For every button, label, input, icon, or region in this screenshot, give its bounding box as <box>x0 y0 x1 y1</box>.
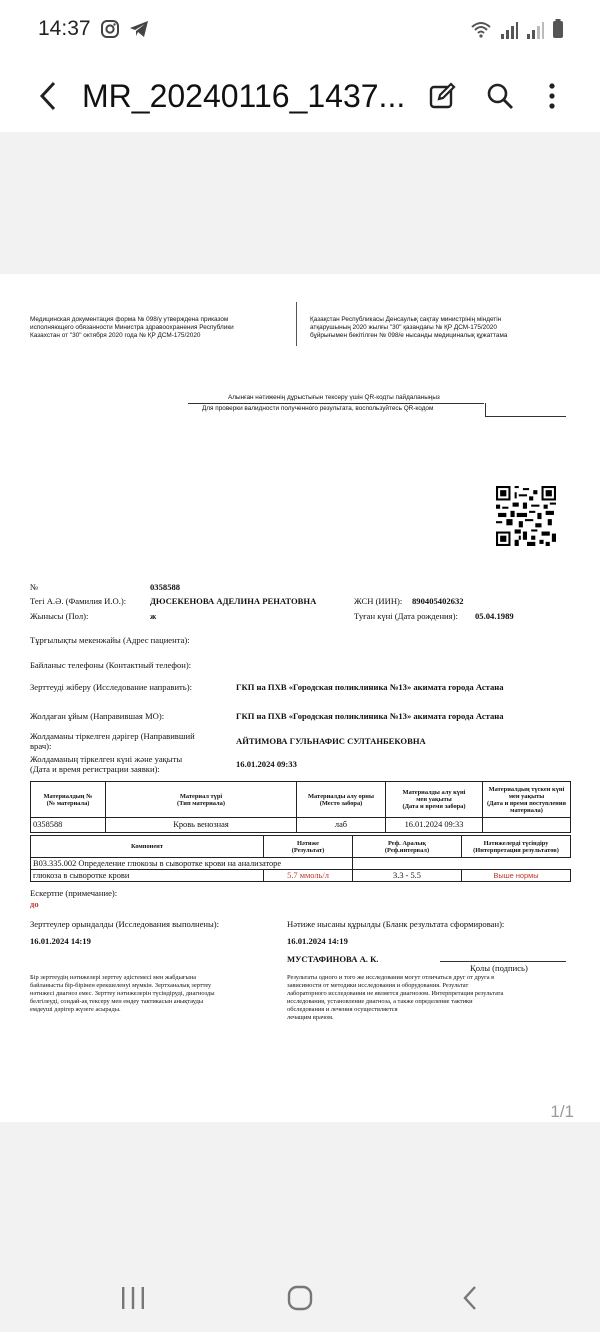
doctor-label-2: врач): <box>30 741 52 751</box>
material-header-type: Материал түрі (Тип материала) <box>106 782 297 818</box>
header-left-line-2: исполняющего обязанности Министра здравоохранения Республики <box>30 324 234 331</box>
disclaimer-kz-1: Бір зерттеудің нәтижелері зерттеу әдістемесі мен жабдығына <box>30 974 197 981</box>
address-label: Тұрғылықты мекенжайы (Адрес пациента): <box>30 635 190 645</box>
recent-apps-icon <box>121 1287 145 1309</box>
disclaimer-ru-2: зависимости от методики исследования и оборудования. Результат <box>287 982 469 989</box>
material-type-cell: Кровь венозная <box>106 818 297 833</box>
app-bar <box>0 62 600 132</box>
iin-label: ЖСН (ИИН): <box>354 596 403 606</box>
page-counter: 1/1 <box>550 1102 574 1121</box>
system-back-icon <box>462 1285 478 1311</box>
disclaimer-kz-5: емдеуші дәрігер жүзеге асырады. <box>30 1006 121 1013</box>
wifi-icon <box>470 19 492 39</box>
sender-value: ГКП на ПХВ «Городская поликлиника №13» акимата города Астана <box>236 711 504 721</box>
surname-value: ДЮСЕКЕНОВА АДЕЛИНА РЕНАТОВНА <box>150 596 317 606</box>
signature-label: Қолы (подпись) <box>470 963 528 973</box>
disclaimer-ru-1: Результаты одного и того же исследования могут отличаться друг от друга в <box>287 974 495 981</box>
performed-label: Зерттеулер орындалды (Исследования выполнены): <box>30 919 220 929</box>
doctor-value: АЙТИМОВА ГУЛЬНАФИС СУЛТАНБЕКОВНА <box>236 736 426 746</box>
registration-label-2: (Дата и время регистрации заявки): <box>30 764 160 774</box>
document-page <box>0 274 600 1122</box>
result-ref-cell: 3.3 - 5.5 <box>353 870 462 882</box>
disclaimer-ru-6: лечащим врачом. <box>287 1014 334 1021</box>
number-label: № <box>30 582 39 592</box>
formed-label: Нәтиже нысаны құрылды (Бланк результата сформирован): <box>287 919 505 929</box>
test-group-cell: B03.335.002 Определение глюкозы в сыворотке крови на анализаторе <box>31 858 353 870</box>
qr-frame-left <box>485 403 486 417</box>
results-header-interpretation: Нәтижелерді түсіндіру (Интерпретация результатов) <box>462 836 571 858</box>
note-value: до <box>30 899 39 909</box>
empty-cell <box>353 858 462 870</box>
search-icon <box>486 82 514 110</box>
performed-value: 16.01.2024 14:19 <box>30 936 91 946</box>
qr-note-ru: Для проверки валидности полученного результата, воспользуйтесь QR-кодом <box>202 405 434 412</box>
battery-icon <box>552 19 564 39</box>
more-options-button[interactable] <box>535 76 569 116</box>
navigation-bar <box>0 1262 600 1332</box>
status-time: 14:37 <box>38 17 91 40</box>
material-place-cell: лаб <box>297 818 386 833</box>
result-interpretation-cell: Выше нормы <box>462 870 571 882</box>
surname-label: Тегі А.Ә. (Фамилия И.О.): <box>30 596 127 606</box>
disclaimer-ru-3: лабораторного исследования не является диагнозом. Интерпретация результата <box>287 990 504 997</box>
home-button[interactable] <box>280 1282 320 1314</box>
material-date-cell: 16.01.2024 09:33 <box>386 818 483 833</box>
instagram-icon <box>100 19 120 39</box>
referral-value: ГКП на ПХВ «Городская поликлиника №13» акимата города Астана <box>236 682 504 692</box>
material-header-received: Материалдың түскен күні мен уақыты (Дата и время поступления материала) <box>483 782 571 818</box>
system-back-button[interactable] <box>450 1282 490 1314</box>
material-header-row <box>31 782 571 818</box>
material-table <box>30 781 571 833</box>
header-left-line-1: Медицинская документация форма № 098/у утверждена приказом <box>30 316 229 323</box>
referral-label: Зерттеуді жіберу (Исследование направить): <box>30 682 192 692</box>
results-header-component: Компонент <box>31 836 264 858</box>
note-label: Ескертпе (примечание): <box>30 888 118 898</box>
more-vertical-icon <box>548 82 556 110</box>
header-right-line-3: бұйрығымен бекітілген № 098/е нысанды медициналық құжаттама <box>310 332 508 339</box>
telegram-icon <box>128 19 150 39</box>
qr-frame-bottom <box>485 416 566 417</box>
signal-icon-2 <box>526 21 544 39</box>
disclaimer-ru-5: обследования и лечения осуществляется <box>287 1006 398 1013</box>
back-arrow-icon <box>38 81 58 111</box>
registration-value: 16.01.2024 09:33 <box>236 759 297 769</box>
disclaimer-ru-4: исследования, установление диагноза, а также определение тактики <box>287 998 473 1005</box>
formed-value: 16.01.2024 14:19 <box>287 936 348 946</box>
document-viewer[interactable] <box>0 132 600 1182</box>
disclaimer-kz-2: байланысты бір-бірінен ерекшеленуі мүмкін. Зертханалық зерттеу <box>30 982 212 989</box>
result-component-cell: глюкоза в сыворотке крови <box>31 870 264 882</box>
qr-code-image <box>496 486 556 546</box>
material-row <box>31 818 571 833</box>
results-header-ref: Реф. Аралық (Реф.интервал) <box>353 836 462 858</box>
result-value-cell: 5.7 ммоль/л <box>264 870 353 882</box>
material-header-place: Материалды алу орны (Место забора) <box>297 782 386 818</box>
result-row <box>31 870 571 882</box>
material-received-cell <box>483 818 571 833</box>
document-title: MR_20240116_1437... <box>82 78 406 114</box>
results-header-result: Нәтиже (Результат) <box>264 836 353 858</box>
search-button[interactable] <box>481 76 519 116</box>
qr-note-divider <box>188 403 484 404</box>
empty-cell <box>462 858 571 870</box>
results-header-row <box>31 836 571 858</box>
home-icon <box>287 1285 313 1311</box>
edit-icon <box>429 82 457 110</box>
disclaimer-kz-3: нәтижесі диагноз емес. Зерттеу нәтижелерін түсіндіруді, диагнозды <box>30 990 215 997</box>
back-button[interactable] <box>28 76 68 116</box>
material-header-number: Материалдың № (№ материала) <box>31 782 106 818</box>
header-right-line-2: атқарушының 2020 жылғы "30" қазандағы № ҚР ДСМ-175/2020 <box>310 324 497 331</box>
material-header-date: Материалды алу күні мен уақыты (Дата и время забора) <box>386 782 483 818</box>
sender-label: Жолдаған ұйым (Направившая МО): <box>30 711 165 721</box>
number-value: 0358588 <box>150 582 181 592</box>
dob-value: 05.04.1989 <box>475 611 514 621</box>
doctor-label-1: Жолдаманы тіркелген дәрігер (Направивший <box>30 731 195 741</box>
iin-value: 890405402632 <box>412 596 464 606</box>
disclaimer-kz-4: белгілеуді, сондай-ақ тексеру мен емдеу тактикасын анықтауды <box>30 998 204 1005</box>
registration-label-1: Жолдаманың тіркелген күні және уақыты <box>30 754 183 764</box>
header-left-line-3: Казахстан от "30" октября 2020 года № ҚР ДСМ-175/2020 <box>30 332 201 339</box>
status-bar <box>0 0 600 62</box>
results-table <box>30 835 571 882</box>
sex-label: Жынысы (Пол): <box>30 611 89 621</box>
signature-line <box>440 961 566 962</box>
test-group-row <box>31 858 571 870</box>
signer-value: МУСТАФИНОВА А. К. <box>287 954 379 964</box>
recent-apps-button[interactable] <box>113 1282 153 1314</box>
header-divider <box>296 302 297 346</box>
dob-label: Туған күні (Дата рождения): <box>354 611 458 621</box>
signal-icon <box>500 21 518 39</box>
sex-value: ж <box>150 611 157 621</box>
edit-button[interactable] <box>424 76 462 116</box>
phone-label: Байланыс телефоны (Контактный телефон): <box>30 660 192 670</box>
material-number-cell: 0358588 <box>31 818 106 833</box>
header-right-line-1: Қазақстан Республикасы Денсаулық сақтау министрінің міндетін <box>310 316 502 323</box>
qr-note-kz: Алынған нәтиженің дұрыстығын тексеру үшін QR-кодты пайдаланыңыз <box>228 394 440 401</box>
